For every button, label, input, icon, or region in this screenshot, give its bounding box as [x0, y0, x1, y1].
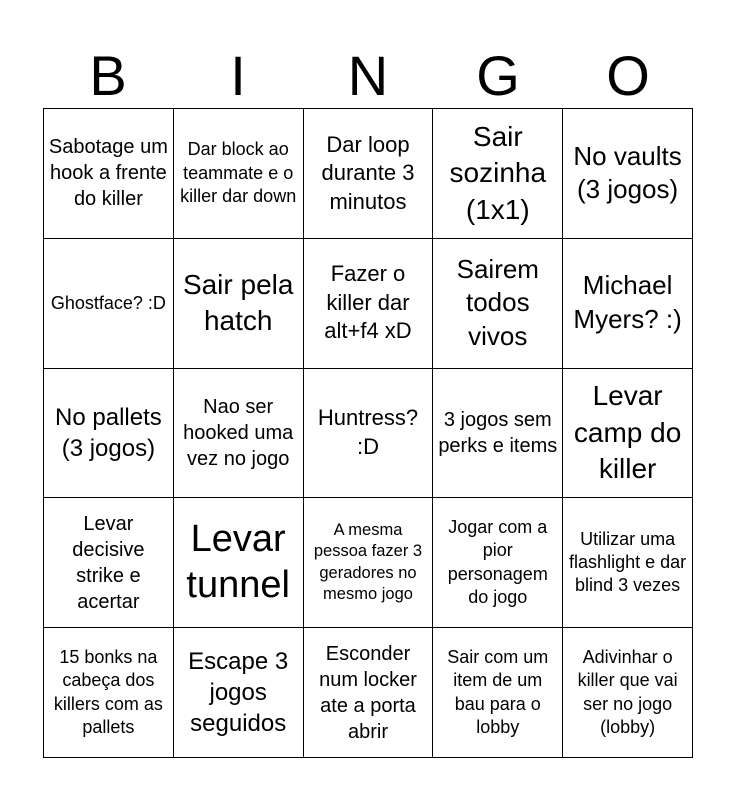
cell-text: Levar tunnel	[186, 518, 290, 606]
bingo-grid	[43, 108, 693, 758]
cell-text: Levar decisive strike e acertar	[72, 512, 145, 613]
bingo-cell[interactable]	[44, 369, 174, 499]
cell-text: Fazer o killer dar alt+f4 xD	[324, 261, 412, 344]
cell-text: 3 jogos sem perks e items	[438, 408, 558, 457]
cell-text: Sair sozinha (1x1)	[449, 120, 547, 225]
cell-text: Sairem todos vivos	[456, 253, 539, 352]
bingo-cell[interactable]	[304, 628, 434, 758]
bingo-cell[interactable]	[563, 369, 693, 499]
header-letter-b: B	[89, 44, 127, 107]
cell-text: Nao ser hooked uma vez no jogo	[183, 395, 294, 470]
cell-text: Utilizar uma flashlight e dar blind 3 vezes	[569, 528, 687, 596]
bingo-cell[interactable]	[433, 628, 563, 758]
cell-text: Ghostface? :D	[50, 292, 166, 313]
bingo-cell[interactable]	[304, 498, 434, 628]
bingo-cell[interactable]	[433, 498, 563, 628]
header-letter-i: I	[230, 44, 246, 107]
bingo-cell[interactable]	[174, 628, 304, 758]
cell-text: Escape 3 jogos seguidos	[188, 647, 289, 738]
cell-text: No pallets (3 jogos)	[55, 403, 162, 462]
bingo-cell[interactable]	[433, 369, 563, 499]
cell-text: Levar camp do killer	[573, 380, 682, 485]
bingo-cell[interactable]	[433, 239, 563, 369]
bingo-cell[interactable]	[44, 239, 174, 369]
header-letter-g: G	[476, 44, 520, 107]
cell-text: Dar block ao teammate e o killer dar down	[180, 139, 297, 207]
bingo-cell[interactable]	[174, 498, 304, 628]
header-letter-n: N	[347, 44, 389, 107]
bingo-cell[interactable]	[174, 109, 304, 239]
cell-text: Jogar com a pior personagem do jogo	[447, 517, 548, 608]
cell-text: Esconder num locker ate a porta abrir	[319, 642, 417, 743]
bingo-cell[interactable]	[433, 109, 563, 239]
header-letter-o: O	[606, 44, 650, 107]
bingo-cell[interactable]	[563, 628, 693, 758]
bingo-cell[interactable]	[44, 628, 174, 758]
bingo-cell[interactable]	[44, 109, 174, 239]
cell-text: Sabotage um hook a frente do killer	[48, 136, 168, 211]
cell-text: No vaults (3 jogos)	[573, 140, 682, 205]
cell-text: Dar loop durante 3 minutos	[321, 131, 415, 214]
bingo-header	[43, 44, 693, 108]
cell-text: Adivinhar o killer que vai ser no jogo (lobby)	[577, 646, 678, 737]
cell-text: 15 bonks na cabeça dos killers com as pallets	[53, 646, 163, 737]
bingo-cell[interactable]	[563, 239, 693, 369]
cell-text: A mesma pessoa fazer 3 geradores no mesmo jogo	[313, 520, 423, 604]
bingo-cell[interactable]	[174, 239, 304, 369]
bingo-cell[interactable]	[174, 369, 304, 499]
bingo-cell[interactable]	[563, 109, 693, 239]
cell-text: Michael Myers? :)	[573, 270, 682, 335]
cell-text: Sair com um item de um bau para o lobby	[447, 646, 549, 737]
bingo-cell[interactable]	[304, 369, 434, 499]
cell-text: Huntress? :D	[317, 405, 419, 459]
bingo-cell[interactable]	[304, 109, 434, 239]
bingo-cell[interactable]	[304, 239, 434, 369]
bingo-cell[interactable]	[44, 498, 174, 628]
bingo-cell[interactable]	[563, 498, 693, 628]
cell-text: Sair pela hatch	[182, 268, 294, 337]
